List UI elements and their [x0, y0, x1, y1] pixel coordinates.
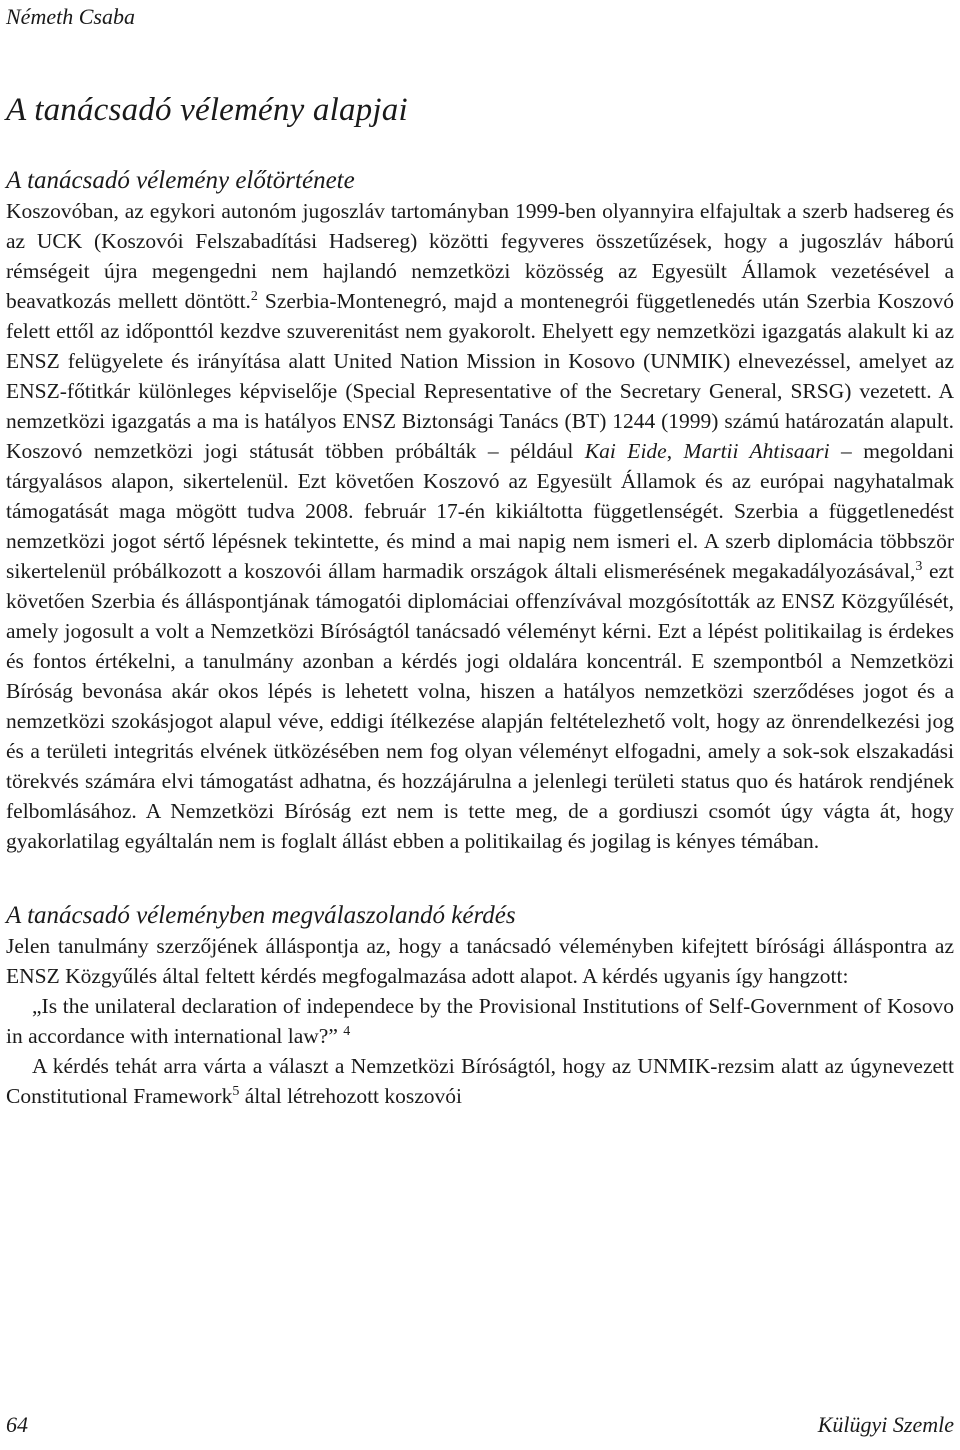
journal-name: Külügyi Szemle: [817, 1412, 954, 1437]
paragraph-question-analysis: [6, 1051, 954, 1111]
paragraph-text: által létrehozott koszovói: [244, 1084, 463, 1108]
footnote-ref-5[interactable]: 5: [232, 1083, 240, 1099]
page-number: 64: [6, 1412, 28, 1437]
section-heading-history: A tanácsadó vélemény előtörténete: [6, 167, 355, 194]
section-heading-question: A tanácsadó véleményben megválaszolandó kérdés: [6, 902, 516, 929]
article-title: A tanácsadó vélemény alapjai: [6, 92, 408, 128]
block-quote: [6, 991, 954, 1051]
paragraph-text: Szerbia-Montenegró, majd a montenegrói függetlenedés után Szerbia Koszovó felett ettől az időponttól kezdve szuverenitást nem gyakorolt. Ehelyett egy nemzetközi igazgatás alakult ki az ENSZ felügyelete és irányítása alatt United Nation Mission in Kosovo (UNMIK) elnevezéssel, amelyet az ENSZ-főtitkár különleges képviselője (Special Representative of the Secretary General, SRSG) vezetett. A nemzetközi igazgatás a ma is hatályos ENSZ Biztonsági Tanács (BT) 1244 (1999) számú határozatán alapult. Koszovó nemzetközi jogi státusát többen próbálták – például: [6, 289, 954, 463]
footnote-ref-3[interactable]: 3: [915, 558, 923, 574]
paragraph-history: [6, 196, 954, 856]
paragraph-question-intro: [6, 931, 954, 991]
person-name: Kai Eide: [584, 439, 667, 463]
document-page: [6, 0, 954, 1450]
paragraph-text: A kérdés tehát arra várta a választ a Nemzetközi Bíróságtól, hogy az UNMIK-rezsim alatt az úgynevezett Constitutional Framework: [6, 1054, 954, 1108]
footnote-ref-2[interactable]: 2: [250, 288, 258, 304]
running-head-author: Németh Csaba: [6, 4, 135, 29]
paragraph-text: Koszovóban, az egykori autonóm jugoszláv tartományban 1999-ben olyannyira elfajultak a szerb hadsereg és az UCK (Koszovói Felszabadítási Hadsereg) közötti fegyveres összetűzések, hogy a jugoszláv háború rémségeit újra megengedni nem hajlandó nemzetközi közösség az Egyesült Államok vezetésével a beavatkozás mellett döntött.: [6, 199, 954, 313]
quote-text: „Is the unilateral declaration of independece by the Provisional Institutions of Self-Government of Kosovo in accordance with international law?”: [6, 994, 954, 1048]
footnote-ref-4[interactable]: 4: [343, 1023, 351, 1039]
person-name: Martii Ahtisaari: [683, 439, 830, 463]
paragraph-text: ezt követően Szerbia és álláspontjának támogatói diplomáciai offenzívával mozgósították az ENSZ Közgyűlését, amely jogosult a volt a Nemzetközi Bíróságtól tanácsadó véleményt kérni. Ezt a lépést politikailag is érdekes és fontos értékelni, a tanulmány azonban a kérdés jogi oldalára koncentrál. E szempontból a Nemzetközi Bíróság bevonása akár okos lépés is lehetett volna, hiszen a hatályos nemzetközi szerződéses jogot és a nemzetközi szokásjogot alapul véve, eddigi ítélkezése alapján feltételezhető volt, hogy az önrendelkezési jog és a területi integritás elvének ütközésében nem fog olyan véleményt elfogadni, amely a sok-sok elszakadási törekvés számára elvi támogatást adhatna, és hozzájárulna a jelenlegi területi status quo és határok rendjének felbomlásához. A Nemzetközi Bíróság ezt nem is tette meg, de a gordiuszi csomót úgy vágta át, hogy gyakorlatilag egyáltalán nem is foglalt állást ebben a politikailag és jogilag is kényes témában.: [6, 559, 954, 853]
separator: ,: [666, 439, 673, 463]
paragraph-text: – megoldani tárgyalásos alapon, sikertelenül. Ezt követően Koszovó az Egyesült Államok és az európai nagyhatalmak támogatását maga mögött tudva 2008. február 17-én kikiáltotta függetlenségét. Szerbia a függetlenedést nemzetközi jogot sértő lépésnek tekintette, és mind a mai napig nem ismeri el. A szerb diplomácia többször sikertelenül próbálkozott a koszovói állam harmadik országok általi elismerésének megakadályozásával,: [6, 439, 954, 583]
paragraph-text: Jelen tanulmány szerzőjének álláspontja az, hogy a tanácsadó véleményben kifejtett bírósági álláspontra az ENSZ Közgyűlés által feltett kérdés megfogalmazása adott alapot. A kérdés ugyanis így hangzott:: [6, 934, 954, 988]
article-body: [6, 165, 954, 1111]
